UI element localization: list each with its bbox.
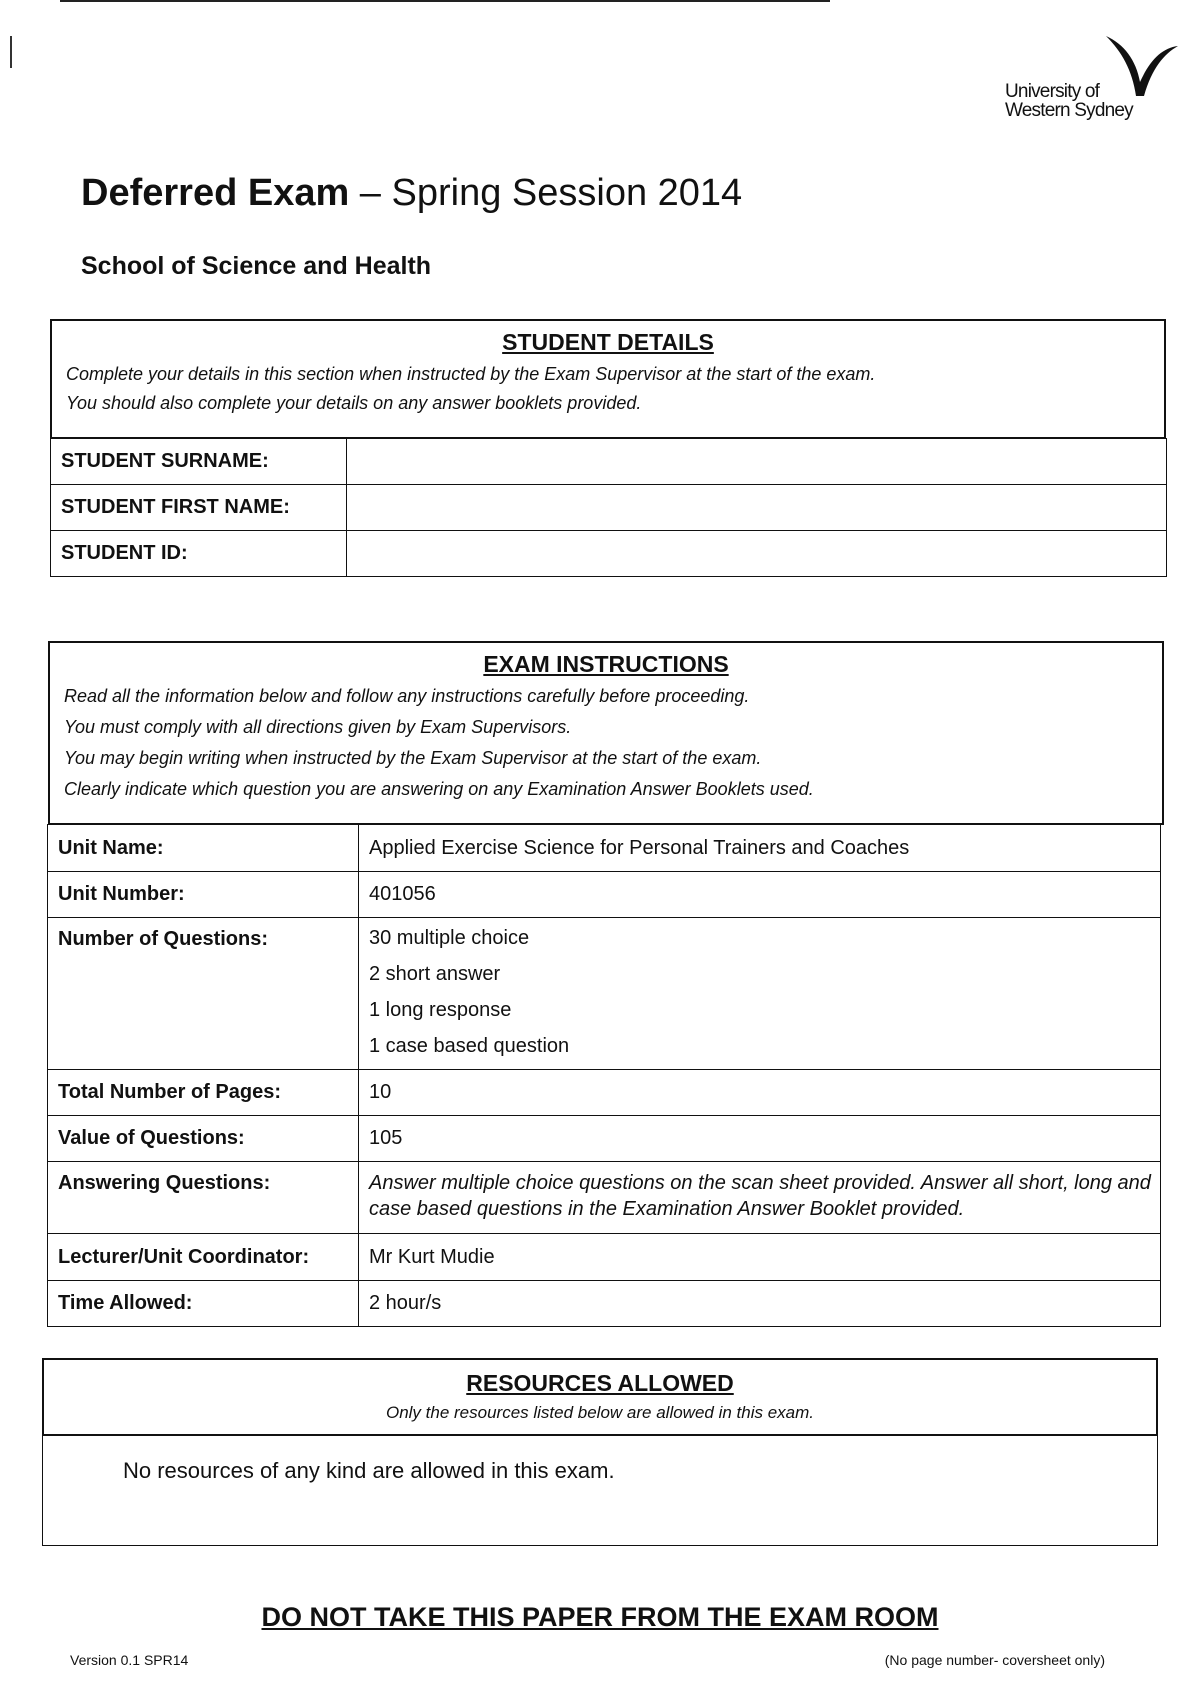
exam-instruction: You may begin writing when instructed by the Exam Supervisor at the start of the exam. — [64, 748, 762, 768]
university-logo — [1000, 30, 1180, 130]
table-row — [51, 439, 1167, 485]
resources-subheading: Only the resources listed below are allowed in this exam. — [385, 1403, 815, 1422]
value-questions-label: Value of Questions: — [48, 1116, 359, 1162]
unit-number-value: 401056 — [359, 872, 1161, 918]
time-label: Time Allowed: — [48, 1281, 359, 1327]
surname-field[interactable] — [347, 439, 1167, 485]
lecturer-label: Lecturer/Unit Coordinator: — [48, 1234, 359, 1281]
scan-edge-mark — [10, 36, 12, 68]
first-name-field[interactable] — [347, 485, 1167, 531]
first-name-label: STUDENT FIRST NAME: — [51, 485, 347, 531]
resources-text: No resources of any kind are allowed in this exam. — [123, 1458, 615, 1483]
school-name: School of Science and Health — [81, 252, 432, 280]
student-details-heading: STUDENT DETAILS — [502, 329, 714, 355]
resources-heading: RESOURCES ALLOWED — [466, 1370, 734, 1396]
question-count-item: 1 case based question — [369, 1035, 570, 1057]
lecturer-value: Mr Kurt Mudie — [359, 1234, 1161, 1281]
exam-instruction: Clearly indicate which question you are answering on any Examination Answer Booklets used. — [64, 779, 814, 799]
exam-instruction: You must comply with all directions given by Exam Supervisors. — [64, 717, 572, 737]
table-row — [51, 485, 1167, 531]
title-session: – Spring Session 2014 — [349, 172, 743, 214]
value-questions-value: 105 — [359, 1116, 1161, 1162]
student-id-label: STUDENT ID: — [51, 531, 347, 577]
logo-line-1: University of — [1005, 81, 1100, 102]
student-id-field[interactable] — [347, 531, 1167, 577]
student-details-instruction: Complete your details in this section when instructed by the Exam Supervisor at the start of the exam. — [66, 364, 876, 384]
do-not-remove-warning: DO NOT TAKE THIS PAPER FROM THE EXAM ROOM — [261, 1602, 939, 1632]
table-row — [48, 1116, 1161, 1162]
table-row — [48, 872, 1161, 918]
logo-line-2: Western Sydney — [1005, 100, 1133, 121]
resources-body — [42, 1434, 1158, 1546]
table-row — [48, 1162, 1161, 1234]
answering-value: Answer multiple choice questions on the scan sheet provided. Answer all short, long and case based questions in the Examination Answer Booklet provided. — [359, 1162, 1161, 1234]
total-pages-value: 10 — [359, 1070, 1161, 1116]
logo-text — [1005, 82, 1133, 120]
surname-label: STUDENT SURNAME: — [51, 439, 347, 485]
exam-instructions-heading: EXAM INSTRUCTIONS — [483, 651, 729, 677]
scan-edge-line — [60, 0, 830, 2]
resources-box — [42, 1358, 1158, 1436]
exam-details-table — [47, 824, 1161, 1327]
unit-name-value: Applied Exercise Science for Personal Trainers and Coaches — [359, 825, 1161, 872]
student-details-box — [50, 319, 1166, 439]
answering-label: Answering Questions: — [48, 1162, 359, 1234]
table-row — [48, 1281, 1161, 1327]
version-label: Version 0.1 SPR14 — [70, 1652, 189, 1668]
unit-name-label: Unit Name: — [48, 825, 359, 872]
table-row — [48, 918, 1161, 1070]
table-row — [48, 1234, 1161, 1281]
table-row — [48, 1070, 1161, 1116]
question-count-item: 1 long response — [369, 999, 512, 1021]
time-value: 2 hour/s — [359, 1281, 1161, 1327]
question-count-item: 2 short answer — [369, 963, 501, 985]
question-count-item: 30 multiple choice — [369, 927, 530, 949]
unit-number-label: Unit Number: — [48, 872, 359, 918]
page-title — [81, 172, 742, 215]
page-number-note: (No page number- coversheet only) — [884, 1652, 1105, 1668]
total-pages-label: Total Number of Pages: — [48, 1070, 359, 1116]
student-details-table — [50, 438, 1167, 577]
table-row — [48, 825, 1161, 872]
exam-instruction: Read all the information below and follow any instructions carefully before proceeding. — [64, 686, 750, 706]
num-questions-label: Number of Questions: — [48, 918, 359, 1070]
table-row — [51, 531, 1167, 577]
title-bold: Deferred Exam — [81, 172, 350, 214]
exam-instructions-box — [48, 641, 1164, 825]
num-questions-value — [359, 918, 1161, 1070]
student-details-instruction: You should also complete your details on any answer booklets provided. — [66, 393, 642, 413]
